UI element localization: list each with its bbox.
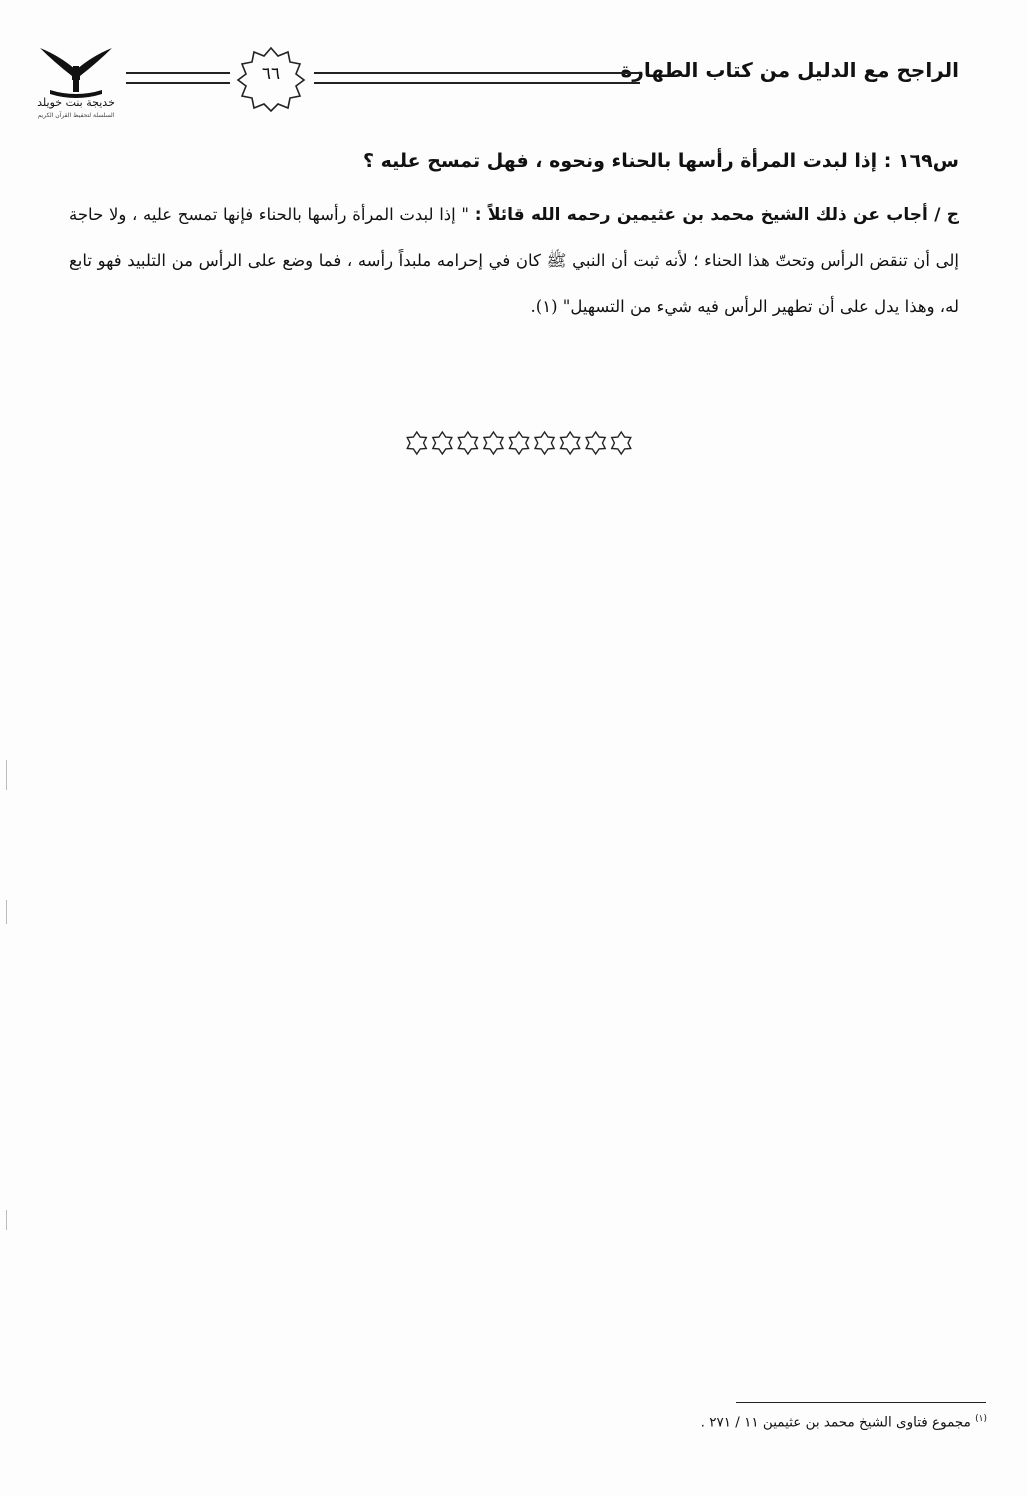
logo-name: خديجة بنت خويلد bbox=[37, 96, 115, 109]
footnote-marker: (١) bbox=[975, 1414, 987, 1424]
separator-star-icon bbox=[509, 432, 528, 454]
answer-speaker: ج / أجاب عن ذلك الشيخ محمد بن عثيمين رحمه الله قائلاً : bbox=[474, 205, 959, 225]
header-rule-right bbox=[314, 72, 640, 84]
page-header bbox=[0, 0, 1027, 130]
logo-subtitle: السلسلة لتحفيظ القرآن الكريم bbox=[37, 112, 115, 119]
separator-star-icon bbox=[561, 432, 580, 454]
separator-star-icon bbox=[612, 432, 631, 454]
separator-stars-icon bbox=[404, 428, 634, 458]
separator-star-icon bbox=[535, 432, 554, 454]
question-heading: س١٦٩ : إذا لبدت المرأة رأسها بالحناء ونحوه ، فهل تمسح عليه ؟ bbox=[362, 150, 959, 172]
footnote-divider bbox=[736, 1402, 986, 1403]
footnote-text: مجموع فتاوى الشيخ محمد بن عثيمين ١١ / ٢٧١ . bbox=[700, 1414, 971, 1431]
footnote bbox=[287, 1414, 987, 1431]
header-rule-left bbox=[126, 72, 230, 84]
book-title: الراجح مع الدليل من كتاب الطهارة bbox=[620, 58, 959, 82]
separator-star-icon bbox=[484, 432, 503, 454]
separator-star-icon bbox=[586, 432, 605, 454]
scan-mark bbox=[6, 1210, 7, 1230]
page-number: ٦٦ bbox=[261, 64, 281, 84]
scan-mark bbox=[6, 760, 7, 790]
separator-star-icon bbox=[407, 432, 426, 454]
separator-star-icon bbox=[458, 432, 477, 454]
scan-mark bbox=[6, 900, 7, 924]
separator-star-icon bbox=[433, 432, 452, 454]
answer-text: " إذا لبدت المرأة رأسها بالحناء فإنها تمسح عليه ، ولا حاجة إلى أن تنقض الرأس وتحتّ هذا الحناء ؛ لأنه ثبت أن النبي ﷺ كان في إحرامه ملبداً رأسه ، فما وضع على الرأس من التلبيد فهو تابع له، وهذا يدل على أن تطهير الرأس فيه شيء من التسهيل" (١). bbox=[69, 205, 959, 316]
answer-paragraph bbox=[69, 192, 959, 330]
